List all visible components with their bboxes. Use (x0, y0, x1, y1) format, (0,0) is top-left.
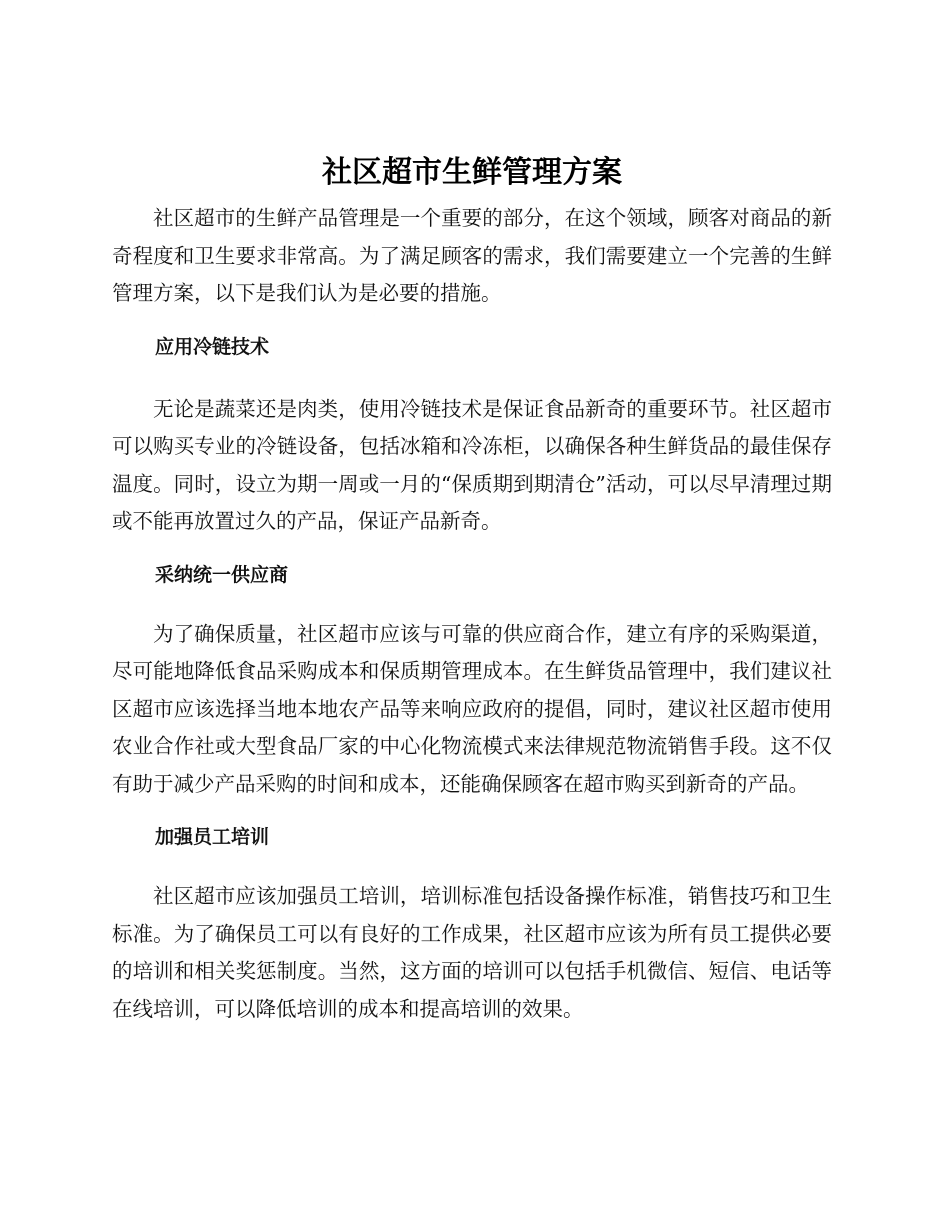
section-heading-cold-chain: 应用冷链技术 (155, 335, 270, 358)
document-title: 社区超市生鲜管理方案 (322, 155, 622, 190)
document-page (112, 150, 832, 1028)
section-heading-training: 加强员工培训 (155, 826, 270, 848)
intro-paragraph: 社区超市的生鲜产品管理是一个重要的部分，在这个领域，顾客对商品的新奇程度和卫生要求非常高。为了满足顾客的需求，我们需要建立一个完善的生鲜管理方案，以下是我们认为是必要的措施。 (112, 206, 832, 305)
section-body-supplier: 为了确保质量，社区超市应该与可靠的供应商合作，建立有序的采购渠道，尽可能地降低食品采购成本和保质期管理成本。在生鲜货品管理中，我们建议社区超市应该选择当地本地农产品等来响应政府的提倡，同时，建议社区超市使用农业合作社或大型食品厂家的中心化物流模式来法律规范物流销售手段。这不仅有助于减少产品采购的时间和成本，还能确保顾客在超市购买到新奇的产品。 (112, 621, 832, 796)
section-body-cold-chain: 无论是蔬菜还是肉类，使用冷链技术是保证食品新奇的重要环节。社区超市可以购买专业的冷链设备，包括冰箱和冷冻柜，以确保各种生鲜货品的最佳保存温度。同时，设立为期一周或一月的“保质期到期清仓”活动，可以尽早清理过期或不能再放置过久的产品，保证产品新奇。 (112, 396, 832, 533)
section-body-training: 社区超市应该加强员工培训，培训标准包括设备操作标准，销售技巧和卫生标准。为了确保员工可以有良好的工作成果，社区超市应该为所有员工提供必要的培训和相关奖惩制度。当然，这方面的培训可以包括手机微信、短信、电话等在线培训，可以降低培训的成本和提高培训的效果。 (112, 884, 832, 1021)
section-heading-supplier: 采纳统一供应商 (155, 563, 289, 586)
